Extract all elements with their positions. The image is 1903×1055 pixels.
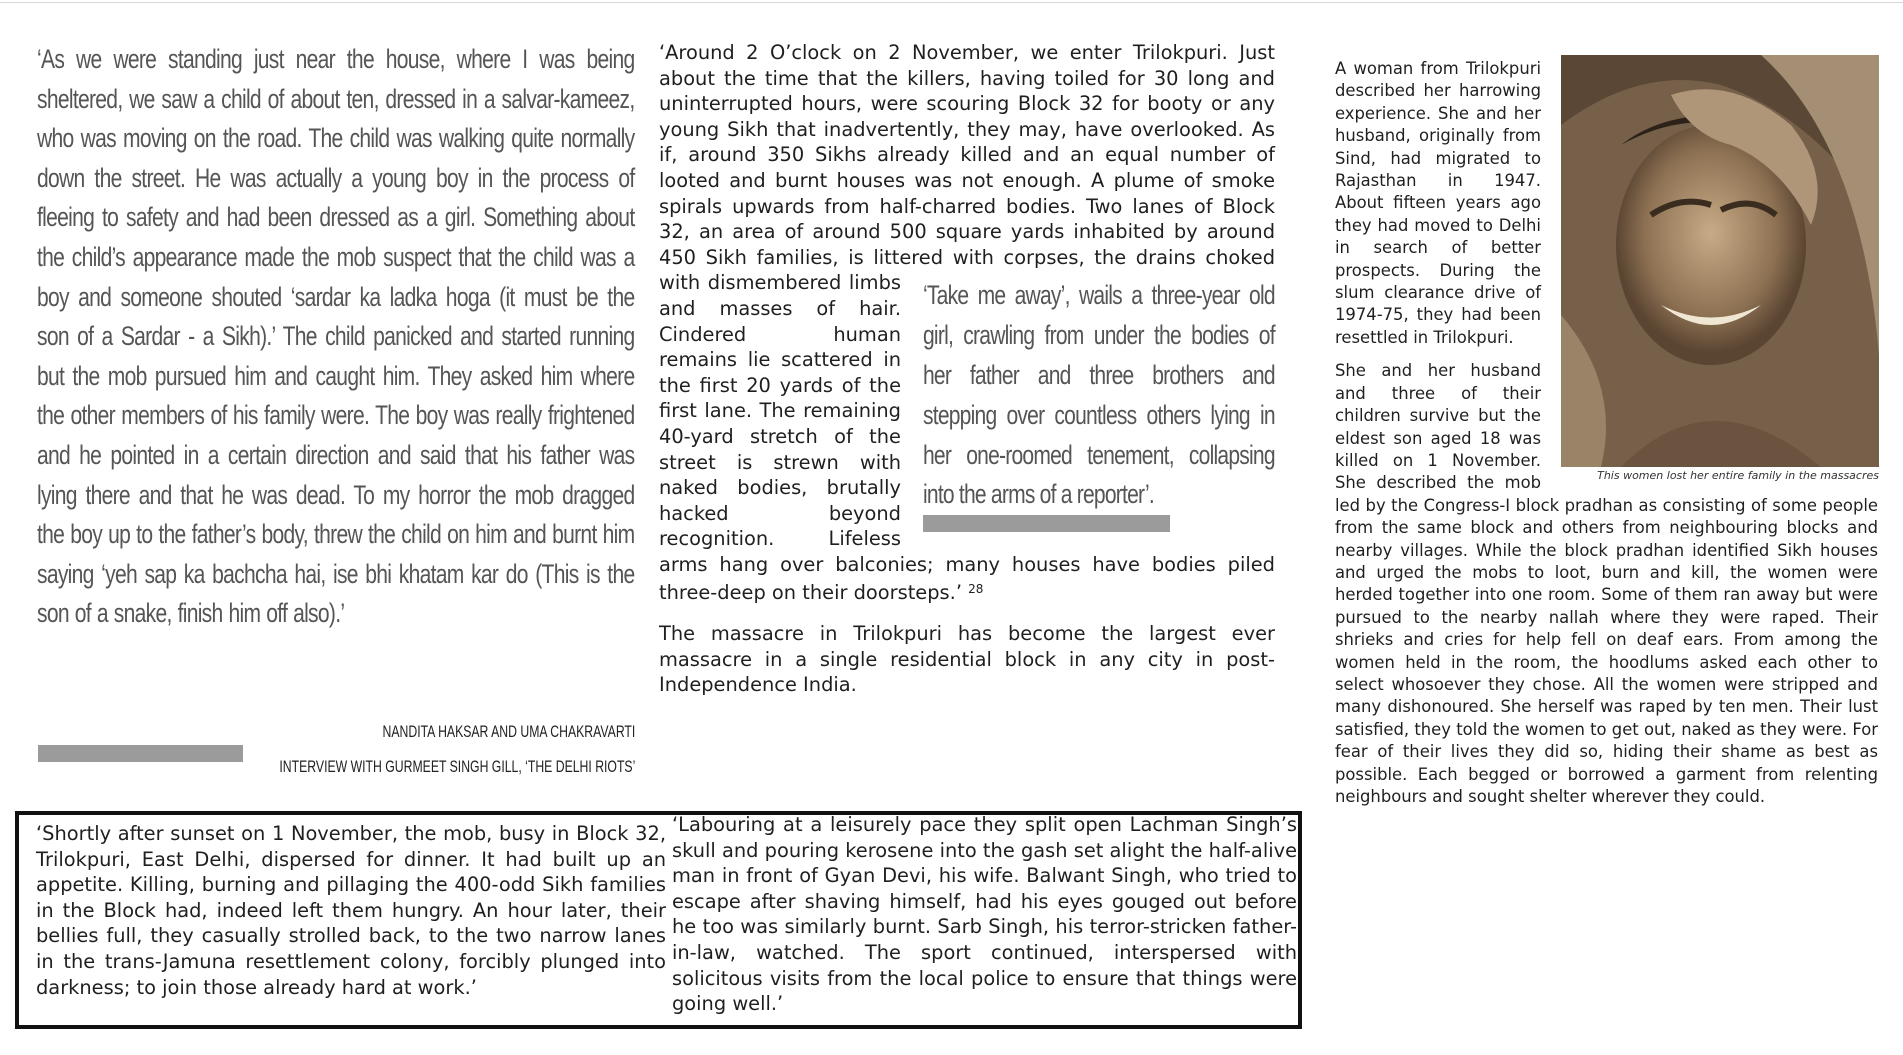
woman-photo	[1561, 55, 1879, 467]
right-paragraph-2: She and her husband and three of their children survive but the eldest son aged 18 was killed on 1 November. She described the mob led by the Congress-I block pradhan as consisting of some people from the same block and others from neighbouring blocks and nearby villages. While the block pradhan identified Sikh houses and urged the mobs to loot, burn and kill, the women were herded together into one room. Some of them ran away but were pursued to the nearby nallah where they were raped. Their shrieks and cries for help fell on deaf ears. From among the women held in the room, the hoodlums asked each other to select whosoever they chose. All the women were stripped and many dishonoured. She herself was raped by ten men. Their lust satisfied, they told the women to get out, naked as they were. For fear of their lives they did so, hiding their shame as best as possible. Each begged or borrowed a garment from relenting neighbours and sought shelter wherever they could.	[1335, 361, 1878, 806]
boxed-quotes	[15, 811, 1302, 1029]
attribution-source: INTERVIEW WITH GURMEET SINGH GILL, ‘THE DELHI RIOTS’	[279, 757, 635, 776]
middle-paragraph-2: The massacre in Trilokpuri has become the largest ever massacre in a single residential block in any city in post-Independence India.	[659, 622, 1275, 697]
right-paragraph-1: A woman from Trilokpuri described her harrowing experience. She and her husband, originally from Sind, had migrated to Rajasthan in 1947. About fifteen years ago they had moved to Delhi in search of better prospects. During the slum clearance drive of 1974-75, they had been resettled in Trilokpuri.	[1335, 59, 1541, 347]
middle-para1-part-b: dismembered limbs and masses of hair. Cindered human remains lie scattered in the first 20 yards of the first lane. The remaining 40-yard stretch of the street is strewn with naked bodies, brutally hacked beyond recognition. Lifeless arms hang over balconies; many houses have bodies piled three-deep on their doorsteps.’	[659, 271, 1275, 605]
middle-para1-part-a: ‘Around 2 O’clock on 2 November, we enter Trilokpuri. Just about the time that the killers, having toiled for 30 long and uninterrupted hours, were scouring Block 32 for booty or any young Sikh that inadvertently, they may, have overlooked. As if, around 350 Sikhs already killed and an equal number of looted and burnt houses was not enough. A plume of smoke spirals upwards from half-charred bodies. Two lanes of Block 32, an area of around 500 square yards inhabited by around 450 Sikh families, is littered with corpses, the drains choked with	[659, 41, 1275, 295]
pull-quote-text: ‘Take me away’, wails a three-year old girl, crawling from under the bodies of her father and three brothers and stepping over countless others lying in her one-roomed tenement, collapsing into the arms of a reporter’.	[923, 280, 1275, 510]
middle-paragraph-1	[659, 40, 1275, 606]
photo-illustration	[1561, 55, 1879, 467]
attribution	[279, 714, 635, 784]
footnote-ref: 28	[968, 582, 984, 597]
grey-bar-left	[38, 745, 243, 762]
left-quote-text: ‘As we were standing just near the house, where I was being sheltered, we saw a child of about ten, dressed in a salvar-kameez, who was moving on the road. The child was walking quite normally down the street. He was actually a young boy in the process of fleeing to safety and had been dressed as a girl. Something about the child’s appearance made the mob suspect that the child was a boy and someone shouted ‘sardar ka ladka hoga (it must be the son of a Sardar - a Sikh).’ The child panicked and started running but the mob pursued him and caught him. They asked him where the other members of his family were. The boy was really frightened and he pointed in a certain direction and said that his father was lying there and that he was dead. To my horror the mob dragged the boy up to the father’s body, threw the child on him and burnt him saying ‘yeh sap ka bachcha hai, ise bhi khatam kar do (This is the son of a snake, finish him off also).’	[37, 44, 635, 629]
photo-caption: This women lost her entire family in the massacres	[1597, 469, 1879, 482]
attribution-authors: NANDITA HAKSAR AND UMA CHAKRAVARTI	[382, 722, 635, 741]
right-column	[1335, 58, 1878, 808]
grey-bar-pull-quote	[923, 515, 1170, 532]
middle-column	[659, 40, 1275, 698]
photo-figure	[1561, 55, 1883, 484]
pull-quote	[923, 276, 1275, 532]
box-quote-left: ‘Shortly after sunset on 1 November, the mob, busy in Block 32, Trilokpuri, East Delhi, dispersed for dinner. It had built up an appetite. Killing, burning and pillaging the 400-odd Sikh families in the Block had, indeed left them hungry. An hour later, their bellies full, they casually strolled back, to the two narrow lanes in the trans-Jamuna resettlement colony, forcibly plunged into darkness; to join those already hard at work.’	[36, 822, 666, 999]
top-rule	[0, 2, 1903, 3]
box-quote-right: ‘Labouring at a leisurely pace they split open Lachman Singh’s skull and pouring kerosene into the gash set alight the half-alive man in front of Gyan Devi, his wife. Balwant Singh, who tried to escape after shaving himself, had his eyes gouged out before he too was similarly burnt. Sarb Singh, his terror-stricken father-in-law, watched. The sport continued, interspersed with solicitous visits from the local police to ensure that things were going well.’	[672, 813, 1297, 1016]
